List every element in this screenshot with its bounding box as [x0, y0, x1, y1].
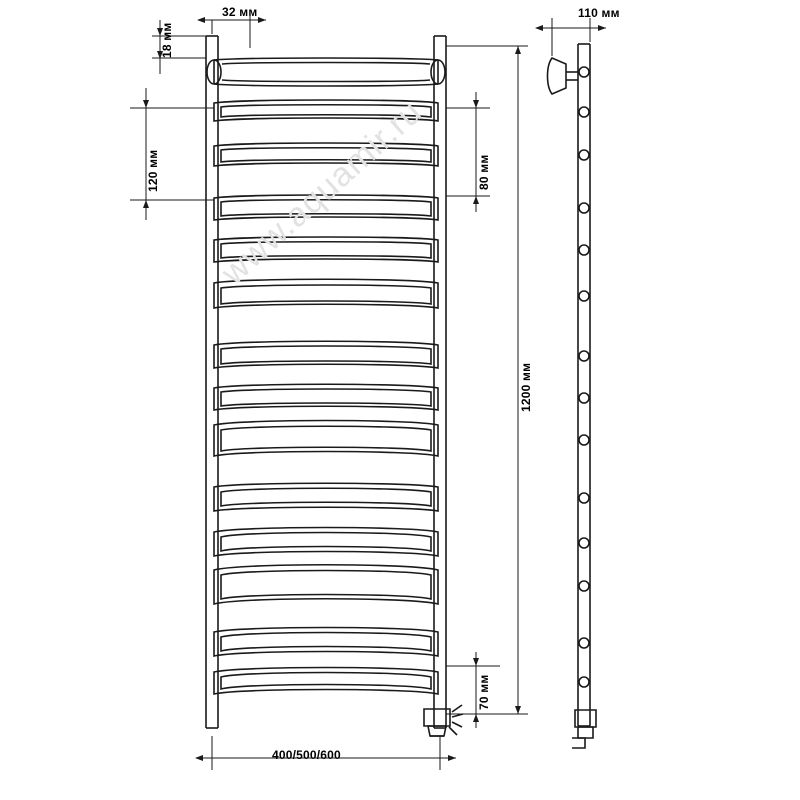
- heating-element-front: [424, 705, 463, 736]
- dim-label-18: 18 мм: [160, 22, 174, 58]
- dim-label-70: 70 мм: [477, 674, 491, 710]
- rung-group: [214, 100, 438, 694]
- front-view: [206, 36, 463, 736]
- dim-label-1200: 1200 мм: [519, 362, 533, 412]
- dim-label-80: 80 мм: [477, 154, 491, 190]
- dimension-lines: [130, 14, 606, 770]
- side-rung-marks: [579, 67, 589, 687]
- dim-label-width: 400/500/600: [272, 748, 341, 762]
- dim-label-32: 32 мм: [222, 5, 258, 19]
- dim-label-110: 110 мм: [578, 6, 620, 20]
- dim-label-120: 120 мм: [146, 149, 160, 192]
- side-view: [548, 44, 597, 748]
- heating-element-side: [572, 710, 596, 748]
- watermark: www.aquamir.ru: [214, 92, 430, 293]
